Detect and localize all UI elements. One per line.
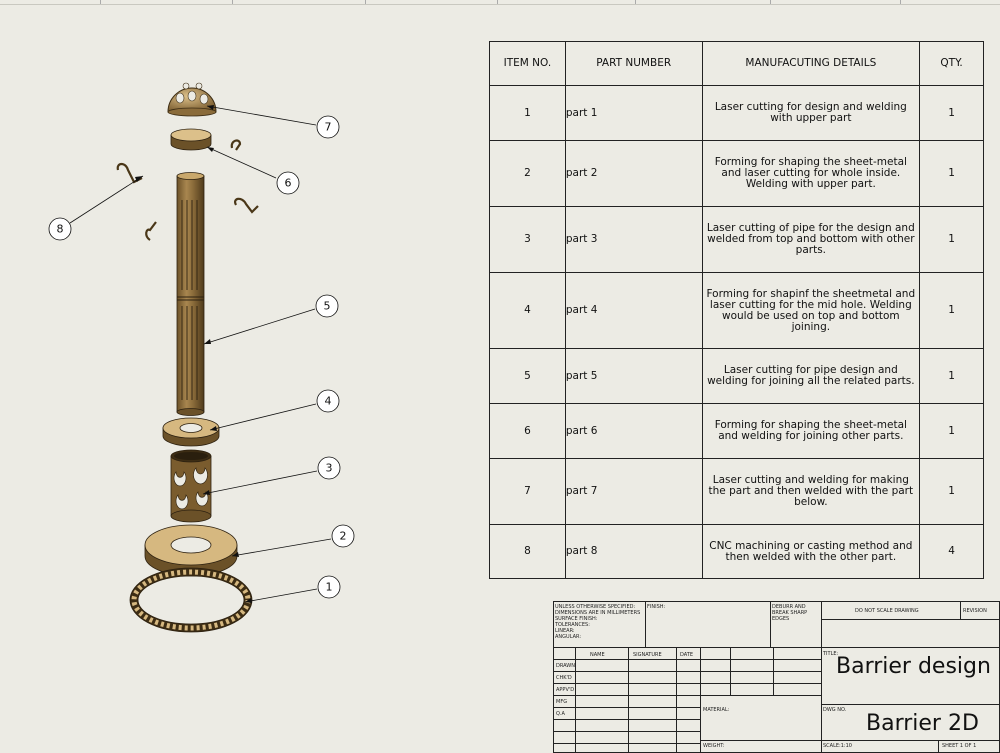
bom-item: 7 [490,459,566,525]
tb-line [700,683,821,684]
bom-header-row [490,42,984,86]
bom-qty: 1 [920,349,984,404]
tb-line [676,647,677,753]
tb-line [700,695,821,696]
tb-line [821,740,1000,741]
bom-item: 2 [490,141,566,207]
leader-3 [203,471,317,494]
bom-qty: 1 [920,86,984,141]
bom-details: Laser cutting for design and welding with upper part [702,86,920,141]
arrow-5 [204,339,211,344]
balloon-7-label: 7 [324,120,332,134]
tb-line [960,601,961,619]
leader-6 [207,147,276,178]
tb-line [700,647,701,753]
leader-2 [232,539,331,556]
tb-line [645,601,646,647]
tb-line [553,671,700,672]
part-4-washer[interactable] [163,418,219,446]
bom-row[interactable] [490,273,984,349]
bom-item: 8 [490,525,566,579]
tb-line [553,731,700,732]
tb-line [628,647,629,753]
bom-row[interactable] [490,141,984,207]
drawing-title: Barrier design [836,654,991,679]
bom-part: part 7 [565,459,702,525]
bom-item: 1 [490,86,566,141]
tb-line [553,659,700,660]
border-tick [635,0,636,4]
bom-qty: 1 [920,207,984,273]
scale-label: SCALE:1:10 [823,743,852,749]
balloon-6-label: 6 [284,176,292,190]
bom-row[interactable] [490,404,984,459]
row-drawn-label: DRAWN [556,663,575,669]
bom-item: 4 [490,273,566,349]
tb-line [700,671,821,672]
row-chkd-label: CHK'D [556,675,572,681]
leader-8 [70,176,143,223]
bom-header-qty: QTY. [920,42,984,86]
balloon-3-label: 3 [325,461,333,475]
part-1-ring[interactable] [130,568,252,632]
do-not-scale-label: DO NOT SCALE DRAWING [855,608,919,614]
title-label: TITLE: [823,651,839,657]
bom-item: 6 [490,404,566,459]
bom-part: part 2 [565,141,702,207]
finish-label: FINISH: [647,604,666,610]
drawing-number: Barrier 2D [866,711,979,736]
bom-details: CNC machining or casting method and then welded with the other part. [702,525,920,579]
tb-line [553,743,700,744]
tb-line [730,647,731,695]
balloon-5-label: 5 [323,299,331,313]
material-label: MATERIAL: [703,707,730,713]
tb-line [553,695,700,696]
leader-5 [204,309,315,344]
part-5-pipe[interactable] [177,173,204,416]
tb-line [700,659,821,660]
tolerance-note: UNLESS OTHERWISE SPECIFIED: DIMENSIONS ARE IN MILLIMETERS SURFACE FINISH: TOLERANCES: LINEAR: ANGULAR: [555,604,641,640]
deburr-label: DEBURR AND BREAK SHARP EDGES [772,604,808,622]
tb-line [575,647,576,753]
bom-header-details: MANUFACUTING DETAILS [702,42,920,86]
bom-row[interactable] [490,86,984,141]
bom-part: part 6 [565,404,702,459]
bom-details: Forming for shapinf the sheetmetal and laser cutting for the mid hole. Welding would be used on top and bottom joining. [702,273,920,349]
tb-line [938,740,939,753]
dwg-no-label: DWG NO. [823,707,847,713]
bom-row[interactable] [490,459,984,525]
bom-details: Laser cutting for pipe design and welding for joining all the related parts. [702,349,920,404]
row-qa-label: Q.A [556,711,565,717]
bom-details: Laser cutting of pipe for the design and welded from top and bottom with other parts. [702,207,920,273]
arrow-6 [207,147,214,152]
bom-part: part 4 [565,273,702,349]
weight-label: WEIGHT: [703,743,725,749]
bill-of-materials-table [489,41,984,579]
tb-line [553,719,700,720]
bom-details: Forming for shaping the sheet-metal and welding for joining other parts. [702,404,920,459]
bom-item: 3 [490,207,566,273]
tb-line [770,601,771,647]
tb-line [821,601,822,753]
exploded-view-drawing[interactable] [0,0,480,650]
tb-line [821,647,1000,648]
balloon-2-label: 2 [339,529,347,543]
bom-part: part 5 [565,349,702,404]
bom-qty: 1 [920,273,984,349]
balloon-4-label: 4 [324,394,332,408]
bom-header-item: ITEM NO. [490,42,566,86]
col-name-label: NAME [590,652,605,658]
tb-line [700,740,821,741]
tb-line [773,647,774,695]
bom-details: Forming for shaping the sheet-metal and laser cutting for whole inside. Welding with upper part. [702,141,920,207]
bom-qty: 1 [920,141,984,207]
bom-qty: 4 [920,525,984,579]
col-signature-label: SIGNATURE [633,652,662,658]
col-date-label: DATE [680,652,694,658]
bom-row[interactable] [490,207,984,273]
part-3-cylinder[interactable] [171,450,211,522]
bom-qty: 1 [920,404,984,459]
bom-part: part 1 [565,86,702,141]
border-tick [770,0,771,4]
part-7-dome[interactable] [168,83,216,116]
bom-part: part 8 [565,525,702,579]
leader-4 [210,404,316,430]
tb-line [821,619,1000,620]
bom-row[interactable] [490,525,984,579]
bom-qty: 1 [920,459,984,525]
row-appvd-label: APPV'D [556,687,575,693]
tb-line [553,647,821,648]
revision-label: REVISION [963,608,987,614]
part-6-cap[interactable] [171,129,211,150]
leader-1 [245,589,317,602]
balloon-8-label: 8 [56,222,64,236]
sheet-label: SHEET 1 OF 1 [942,743,977,749]
border-tick [497,0,498,4]
tb-line [553,707,700,708]
tb-line [553,683,700,684]
balloon-1-label: 1 [325,580,333,594]
bom-item: 5 [490,349,566,404]
bom-details: Laser cutting and welding for making the part and then welded with the part below. [702,459,920,525]
border-tick [900,0,901,4]
row-mfg-label: MFG [556,699,568,705]
leader-7 [207,106,316,125]
bom-row[interactable] [490,349,984,404]
tb-line [821,704,1000,705]
bom-part: part 3 [565,207,702,273]
bom-header-part: PART NUMBER [565,42,702,86]
